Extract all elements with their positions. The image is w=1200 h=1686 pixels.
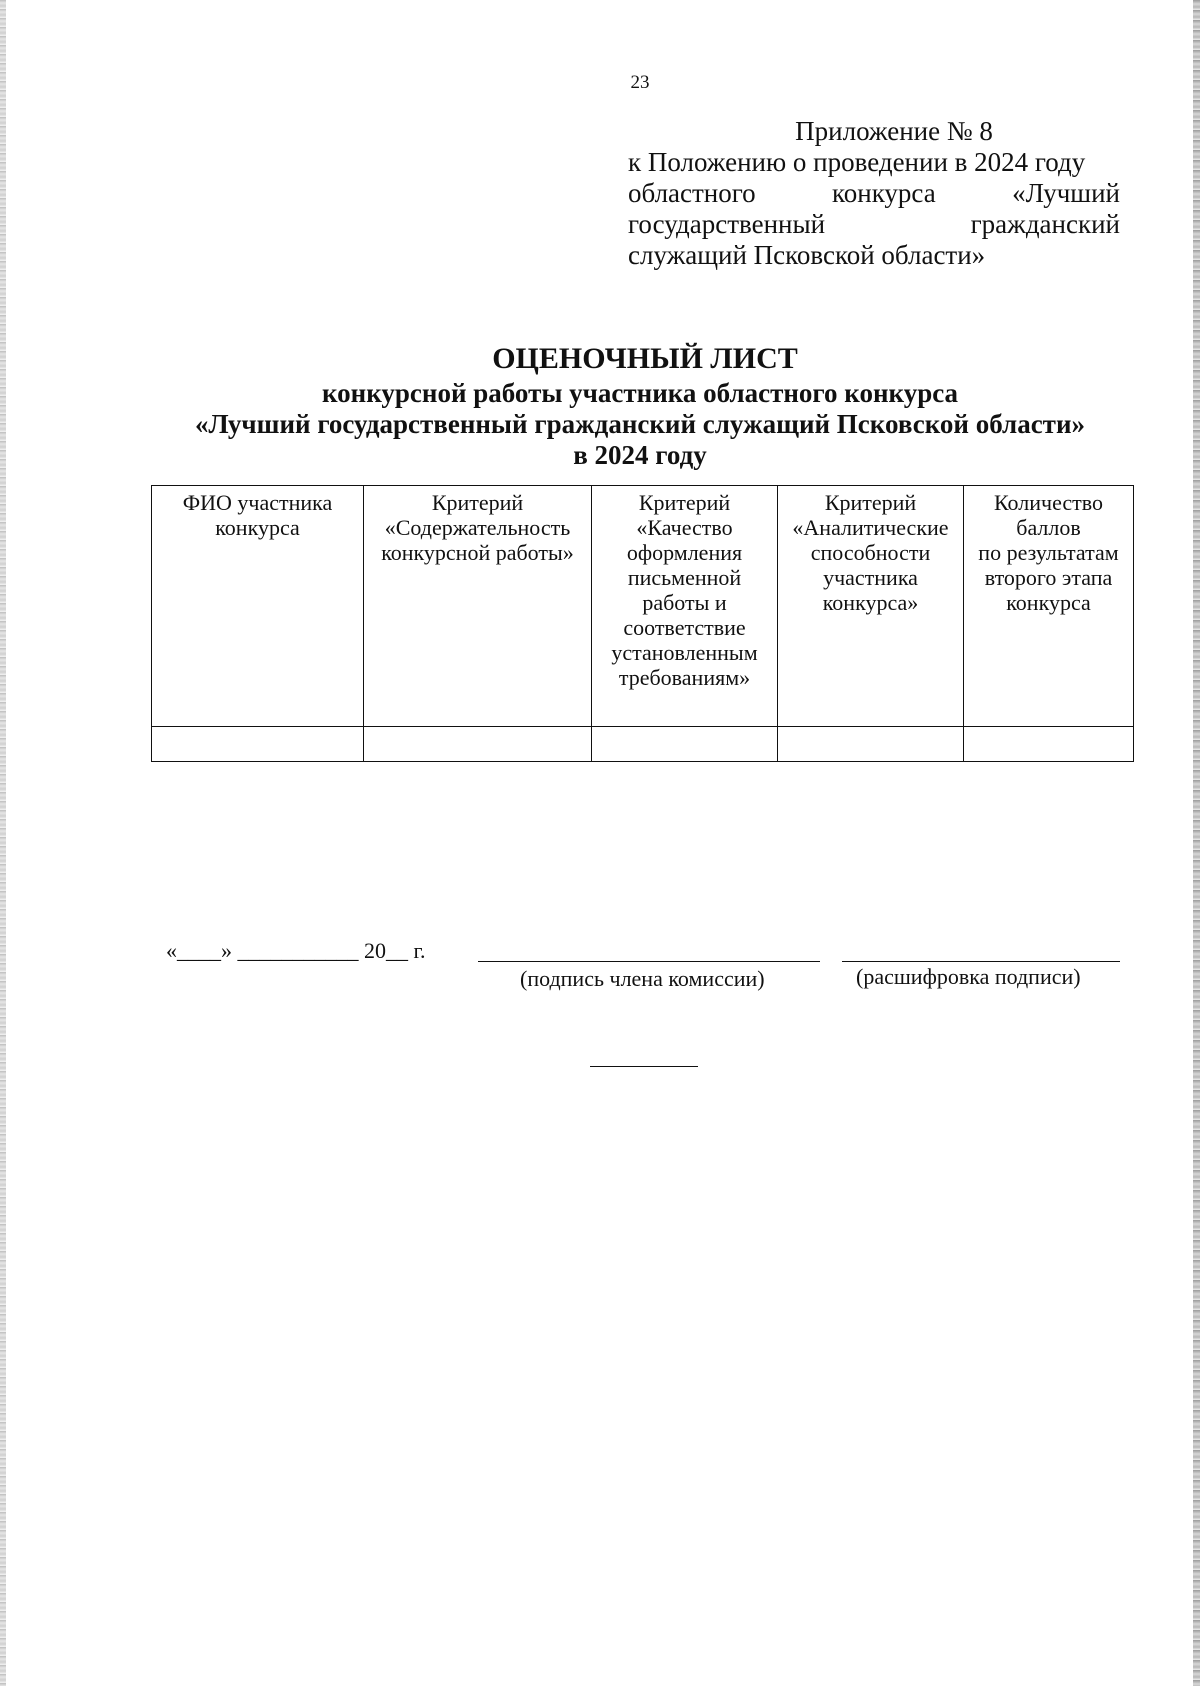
table-cell xyxy=(152,727,364,762)
column-header-content-criterion xyxy=(364,486,592,727)
appendix-line-4 xyxy=(628,240,1120,271)
header-line: конкурса» xyxy=(822,590,919,615)
table-cell xyxy=(964,727,1134,762)
appendix-title: Приложение № 8 xyxy=(795,116,993,146)
header-line: конкурсной работы» xyxy=(381,540,574,565)
column-header-quality-criterion xyxy=(592,486,778,727)
header-line: участника xyxy=(823,565,918,590)
sheet-subtitle-line: в 2024 году xyxy=(573,440,707,470)
member-signature-caption: (подпись члена комиссии) xyxy=(520,966,765,991)
appendix-line-1-text: к Положению о проведении в 2024 году xyxy=(628,147,1086,177)
table-header-row xyxy=(152,486,1134,727)
header-line: второго этапа xyxy=(984,565,1113,590)
end-of-document-rule xyxy=(590,1066,698,1067)
header-line: Критерий xyxy=(824,490,917,515)
signature-decoding-line xyxy=(842,961,1120,962)
header-line: требованиям» xyxy=(618,665,751,690)
appendix-block xyxy=(628,116,1120,271)
scan-edge-right xyxy=(1193,0,1200,1686)
header-line: по результатам xyxy=(978,540,1119,565)
header-line: баллов xyxy=(1016,515,1081,540)
appendix-word: государственный xyxy=(628,209,826,239)
signature-date: «____» ___________ 20__ г. xyxy=(166,938,426,963)
header-line: способности xyxy=(810,540,931,565)
scan-edge-left xyxy=(0,0,6,1686)
evaluation-table xyxy=(151,485,1134,762)
table-cell xyxy=(592,727,778,762)
header-line: установленным xyxy=(611,640,758,665)
column-header-analytical-criterion xyxy=(778,486,964,727)
signature-decoding-caption: (расшифровка подписи) xyxy=(856,964,1081,989)
sheet-subtitle-line: «Лучший государственный гражданский служащий Псковской области» xyxy=(194,409,1085,439)
header-line: «Качество xyxy=(636,515,733,540)
member-signature-line xyxy=(478,961,820,962)
header-line: «Аналитические xyxy=(792,515,949,540)
appendix-word: «Лучший xyxy=(1012,178,1120,208)
appendix-word: областного xyxy=(628,178,756,208)
header-line: «Содержательность xyxy=(384,515,571,540)
table-cell xyxy=(778,727,964,762)
table-row xyxy=(152,727,1134,762)
header-line: оформления xyxy=(626,540,743,565)
appendix-word: гражданский xyxy=(970,209,1120,239)
header-line: ФИО участника xyxy=(182,490,333,515)
column-header-participant-name xyxy=(152,486,364,727)
table-cell xyxy=(364,727,592,762)
header-line: Количество xyxy=(993,490,1104,515)
header-line: письменной xyxy=(627,565,742,590)
header-line: работы и xyxy=(642,590,727,615)
header-line: Критерий xyxy=(638,490,731,515)
sheet-subtitle-line: конкурсной работы участника областного конкурса xyxy=(321,378,959,408)
header-line: Критерий xyxy=(431,490,524,515)
appendix-word: конкурса xyxy=(832,178,936,208)
sheet-subtitle xyxy=(120,378,1160,471)
appendix-line-2 xyxy=(628,178,1120,209)
appendix-line-1 xyxy=(628,147,1120,178)
sheet-title: ОЦЕНОЧНЫЙ ЛИСТ xyxy=(492,342,798,375)
header-line: конкурса xyxy=(1006,590,1091,615)
column-header-score-total xyxy=(964,486,1134,727)
header-line: конкурса xyxy=(215,515,300,540)
header-line: соответствие xyxy=(623,615,746,640)
appendix-line-3 xyxy=(628,209,1120,240)
appendix-line-4-text: служащий Псковской области» xyxy=(628,240,986,270)
page-number: 23 xyxy=(630,72,650,93)
